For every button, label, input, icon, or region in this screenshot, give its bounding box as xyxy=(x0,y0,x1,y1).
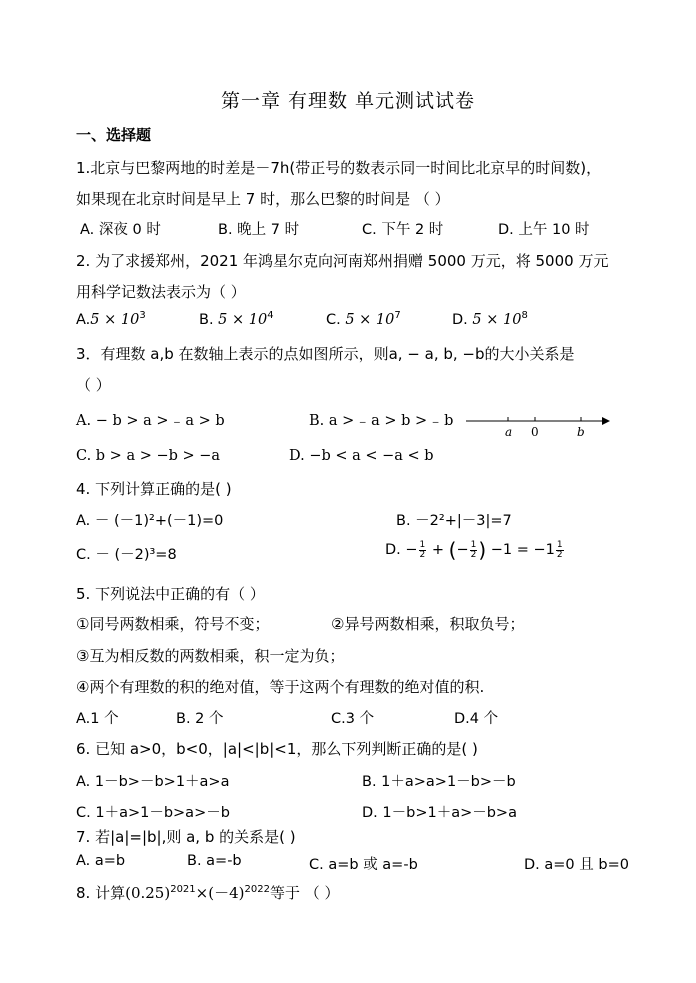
section-heading: 一、选择题 xyxy=(76,126,152,144)
q8-base-1: (0.25) xyxy=(125,884,171,902)
q4-option-d-label: D. xyxy=(385,542,401,558)
q7-option-b: B. a=-b xyxy=(187,853,242,869)
frac-num: 1 xyxy=(470,539,477,550)
fraction-half-3 xyxy=(556,541,564,560)
q6-option-b: B. 1＋a>a>1－b>－b xyxy=(362,774,516,790)
q4-stem: 4. 下列计算正确的是( ) xyxy=(76,480,232,498)
q4-minus: − xyxy=(405,542,418,558)
page-title: 第一章 有理数 单元测试试卷 xyxy=(220,90,476,112)
q1-option-a: A. 深夜 0 时 xyxy=(80,222,161,238)
frac-den: 2 xyxy=(419,549,426,560)
q2-option-d xyxy=(452,312,528,328)
number-line-arrow-icon xyxy=(602,417,610,425)
q3-option-c: C. b > a > −b > −a xyxy=(76,448,221,464)
q2-option-c-label: C. xyxy=(326,312,341,328)
q4-minus-one: −1 xyxy=(490,542,513,558)
q2-option-b-base: 5 × 10 xyxy=(218,312,268,328)
q7-stem: 7. 若|a|=|b|,则 a, b 的关系是( ) xyxy=(76,828,296,846)
q2-option-b-label: B. xyxy=(199,312,214,328)
q2-stem-line1: 2. 为了求援郑州，2021 年鸿星尔克向河南郑州捐赠 5000 万元，将 5000 万元 xyxy=(76,252,609,270)
q4-option-b: B. －2²+|－3|=7 xyxy=(396,513,512,529)
q2-option-a-exp: 3 xyxy=(139,310,146,321)
right-paren: ) xyxy=(478,538,487,562)
q5-statement-2: ②异号两数相乘，积取负号； xyxy=(331,615,525,633)
q2-option-d-base: 5 × 10 xyxy=(472,312,522,328)
q4-option-a: A. － (－1)²+(－1)=0 xyxy=(76,513,224,529)
q5-option-a: A.1 个 xyxy=(76,711,119,727)
q7-option-c: C. a=b 或 a=-b xyxy=(309,857,418,873)
q4-option-d-result: = −1 xyxy=(516,542,555,558)
q1-stem-line2: 如果现在北京时间是早上 7 时，那么巴黎的时间是 （ ） xyxy=(76,190,450,208)
q7-option-d: D. a=0 且 b=0 xyxy=(524,857,629,873)
frac-den: 2 xyxy=(470,549,477,560)
q2-option-a-base: 5 × 10 xyxy=(90,312,140,328)
number-line-figure xyxy=(464,410,614,442)
q6-option-d: D. 1－b>1＋a>－b>a xyxy=(362,805,517,821)
q1-stem-line1: 1.北京与巴黎两地的时差是－7h(带正号的数表示同一时间比北京早的时间数)， xyxy=(76,159,602,177)
q5-statement-3: ③互为相反数的两数相乘，积一定为负； xyxy=(76,647,345,665)
q5-statement-4: ④两个有理数的积的绝对值，等于这两个有理数的绝对值的积. xyxy=(76,678,485,696)
q8-exponent-1: 2021 xyxy=(170,884,196,895)
frac-den: 2 xyxy=(556,549,563,560)
q8-stem xyxy=(76,882,339,903)
q3-option-b: B. a > ₋ a > b > ₋ b xyxy=(309,413,454,429)
q2-option-a-label: A. xyxy=(76,312,91,328)
q2-option-c-base: 5 × 10 xyxy=(345,312,395,328)
axis-label-zero: 0 xyxy=(531,425,539,439)
q8-prefix: 8. 计算 xyxy=(76,884,126,902)
frac-num: 1 xyxy=(556,539,563,550)
q4-option-d xyxy=(385,538,565,562)
q8-suffix: 等于 （ ） xyxy=(269,884,340,902)
q1-option-b: B. 晚上 7 时 xyxy=(218,222,300,238)
q2-option-c xyxy=(326,312,401,328)
q7-option-a: A. a=b xyxy=(76,853,126,869)
q3-option-a: A. − b > a > ₋ a > b xyxy=(76,413,225,429)
q2-stem-line2: 用科学记数法表示为（ ） xyxy=(76,283,246,301)
q2-option-b xyxy=(199,312,274,328)
q5-option-b: B. 2 个 xyxy=(176,711,224,727)
q6-option-c: C. 1＋a>1－b>a>－b xyxy=(76,805,230,821)
q2-option-a xyxy=(76,312,146,328)
q2-option-d-exp: 8 xyxy=(521,310,528,321)
fraction-half-2 xyxy=(470,541,478,560)
q5-statement-1: ①同号两数相乘，符号不变； xyxy=(76,615,270,633)
fraction-half-1 xyxy=(419,541,427,560)
q2-option-b-exp: 4 xyxy=(267,310,274,321)
q4-plus: + xyxy=(431,542,445,558)
q5-option-d: D.4 个 xyxy=(454,711,499,727)
q8-exponent-2: 2022 xyxy=(244,884,270,895)
left-paren: ( xyxy=(448,538,457,562)
axis-label-b: b xyxy=(577,425,585,439)
q2-option-d-label: D. xyxy=(452,312,468,328)
q2-option-c-exp: 7 xyxy=(394,310,401,321)
q6-option-a: A. 1－b>－b>1＋a>a xyxy=(76,774,230,790)
q1-option-d: D. 上午 10 时 xyxy=(498,222,590,238)
q3-stem-line1: 3．有理数 a,b 在数轴上表示的点如图所示，则a, − a, b, −b的大小关系是 xyxy=(76,345,575,363)
frac-num: 1 xyxy=(419,539,426,550)
q1-option-c: C. 下午 2 时 xyxy=(362,222,444,238)
q6-stem: 6. 已知 a>0，b<0，|a|<|b|<1，那么下列判断正确的是( ) xyxy=(76,740,478,758)
q4-minus-2: − xyxy=(456,542,469,558)
q4-option-c: C. － (－2)³=8 xyxy=(76,547,177,563)
q5-option-c: C.3 个 xyxy=(331,711,375,727)
q3-stem-line2: （ ） xyxy=(76,376,111,394)
q8-base-2: ×(－4) xyxy=(195,884,245,902)
axis-label-a: a xyxy=(505,425,513,439)
q5-stem: 5. 下列说法中正确的有（ ） xyxy=(76,585,265,603)
q3-option-d: D. −b < a < −a < b xyxy=(289,448,434,464)
